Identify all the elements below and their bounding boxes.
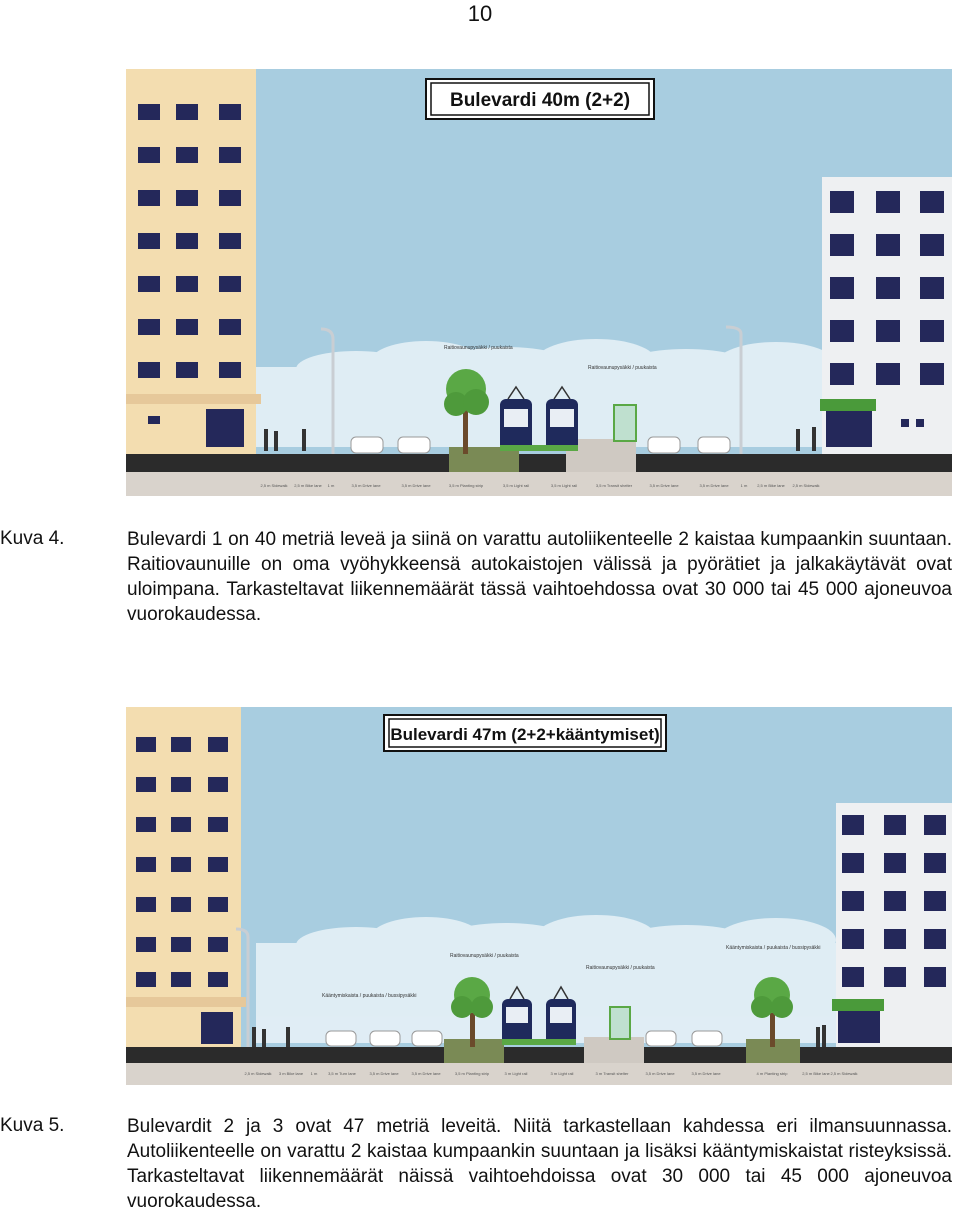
lane-label: 2,5 m Sidewalk xyxy=(792,483,820,488)
lane-label: 3,5 m Light rail xyxy=(502,483,530,488)
street-section-figure-40m xyxy=(126,69,952,496)
street-section-illustration xyxy=(126,69,952,496)
figure-caption-text: Bulevardi 1 on 40 metriä leveä ja siinä on varattu autoliikenteelle 2 kaistaa kumpaankin suuntaan. Raitiovaunuille on oma vyöhykkeensä autokaistojen välissä ja pyörätiet ja jalkakäytävät ovat uloimpana. Tarkasteltavat liikennemäärät tässä vaihtoehdossa ovat 30 000 tai 45 000 ajoneuvoa vuorokaudessa. xyxy=(127,529,952,625)
lane-label: 3,5 m Light rail xyxy=(550,483,578,488)
figure-title: Bulevardi 40m (2+2) xyxy=(449,90,631,111)
lane-label: 3,5 m Transit shelter xyxy=(595,483,633,488)
lane-label-strip xyxy=(126,472,952,496)
left-building xyxy=(126,69,261,454)
figure-caption-label: Kuva 4. xyxy=(0,528,65,549)
lane-label: 3 m Bike lane xyxy=(278,1071,304,1076)
stop-label: Raitiovaunupysäkki / puukaista xyxy=(444,345,513,351)
right-building xyxy=(820,177,952,454)
lane-label: 2,5 m Sidewalk xyxy=(244,1071,272,1076)
lane-label: 2,5 m Bike lane xyxy=(757,483,785,488)
figure-caption-text: Bulevardit 2 ja 3 ovat 47 metriä leveitä. Niitä tarkastellaan kahdessa eri ilmansuunnassa. Autoliikenteelle on varattu 2 kaistaa kumpaankin suuntaan ja lisäksi kääntymiskaistat risteyksissä. Tarkasteltavat liikennemäärät näissä vaihtoehdoissa ovat 30 000 tai 45 000 ajoneuvoa vuorokaudessa. xyxy=(127,1116,952,1212)
roadway xyxy=(126,454,952,472)
lane-label: 3,5 m Drive lane xyxy=(645,1071,675,1076)
figure-title: Bulevardi 47m (2+2+kääntymiset) xyxy=(390,725,660,744)
lane-label: 3,5 m Turn lane xyxy=(328,1071,356,1076)
lane-label: 3,5 m Drive lane xyxy=(369,1071,399,1076)
lane-label: 1 m xyxy=(740,483,748,488)
lane-label: 3,5 m Drive lane xyxy=(691,1071,721,1076)
stop-label: Kääntymiskaista / puukaista / bussipysäkki xyxy=(322,993,417,999)
street-section-illustration xyxy=(126,707,952,1085)
left-building xyxy=(126,707,246,1047)
lane-label: 3,5 m Drive lane xyxy=(401,483,431,488)
figure-caption-label: Kuva 5. xyxy=(0,1115,65,1136)
figure-title-box xyxy=(426,79,654,119)
lane-label: 3,5 m Planting strip xyxy=(448,483,484,488)
lane-label: 3,5 m Drive lane xyxy=(699,483,729,488)
lane-label: 3,5 m Planting strip xyxy=(454,1071,490,1076)
lane-label: 2,5 m Bike lane xyxy=(294,483,322,488)
stop-label: Raitiovaunupysäkki / puukaista xyxy=(586,965,655,971)
lane-label: 2,5 m Sidewalk xyxy=(260,483,288,488)
lane-label: 3,5 m Drive lane xyxy=(351,483,381,488)
stop-label: Raitiovaunupysäkki / puukaista xyxy=(450,953,519,959)
stop-label: Raitiovaunupysäkki / puukaista xyxy=(588,365,657,371)
lane-label: 1 m xyxy=(310,1071,318,1076)
lane-label: 2,5 m Sidewalk xyxy=(830,1071,858,1076)
lane-label: 3,5 m Drive lane xyxy=(411,1071,441,1076)
lane-label: 3 m Transit shelter xyxy=(595,1071,629,1076)
right-building xyxy=(832,803,952,1047)
street-section-figure-47m xyxy=(126,707,952,1085)
lane-label: 2,5 m Bike lane xyxy=(802,1071,830,1076)
lane-label: 4 m Planting strip xyxy=(756,1071,788,1076)
lane-label: 3,5 m Drive lane xyxy=(649,483,679,488)
lane-label: 1 m xyxy=(327,483,335,488)
page-number: 10 xyxy=(467,1,493,26)
roadway xyxy=(126,1047,952,1063)
lane-label: 3 m Light rail xyxy=(504,1071,528,1076)
stop-label: Kääntymiskaista / puukaista / bussipysäkki xyxy=(726,945,821,951)
lane-label: 3 m Light rail xyxy=(550,1071,574,1076)
figure-title-box xyxy=(384,715,666,751)
